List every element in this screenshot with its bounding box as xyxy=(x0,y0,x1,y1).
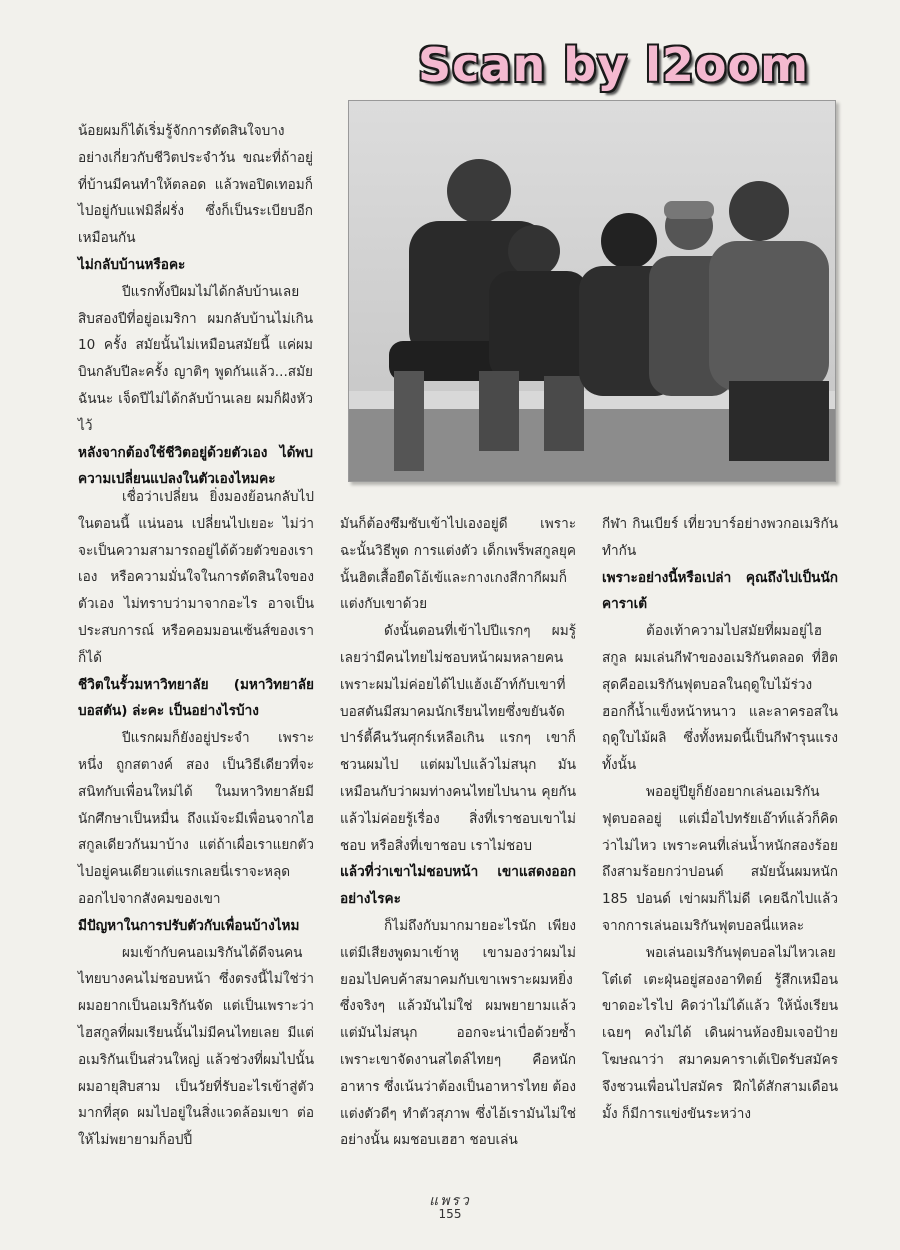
interview-answer: พอเล่นอเมริกันฟุตบอลไม่ไหวเลยโต๋เต๋ เตะฝุ่นอยู่สองอาทิตย์ รู้สึกเหมือนขาดอะไรไป คิดว่าไม่ได้แล้ว ให้นั่งเรียนเฉยๆ คงไม่ได้ เดินผ่านห้องยิมเจอป้ายโฆษณาว่า สมาคมคาราเต้เปิดรับสมัคร จึงชวนเพื่อนไปสมัคร ฝึกได้สักสามเดือนมั้ง ก็มีการแข่งขันระหว่าง xyxy=(602,944,838,1122)
interview-answer: น้อยผมก็ได้เริ่มรู้จักการตัดสินใจบางอย่างเกี่ยวกับชีวิตประจำวัน ขณะที่ถ้าอยู่ที่บ้านมีคนทำให้ตลอด แล้วพอปิดเทอมก็ไปอยู่กับแฟมิลี่ฝรั่ง ซึ่งก็เป็นระเบียบอีกเหมือนกัน xyxy=(78,123,313,247)
interview-question: เพราะอย่างนี้หรือเปล่า คุณถึงไปเป็นนักคาราเต้ xyxy=(602,569,838,613)
interview-answer: มันก็ต้องซึมซับเข้าไปเองอยู่ดี เพราะฉะนั้นวิธีพูด การแต่งตัว เด็กเพร็พสกูลยุคนั้นฮิตเสื้อยืดโอ้เข้และกางเกงสีกากีผมก็แต่งกับเขาด้วย xyxy=(340,516,576,613)
interview-answer: ปีแรกผมก็ยังอยู่ประจำ เพราะหนึ่ง ถูกสตางค์ สอง เป็นวิธีเดียวที่จะสนิทกับเพื่อนใหม่ได้ ในมหาวิทยาลัยมีนักศึกษาเป็นหมื่น ถึงแม้จะมีเพื่อนจากไฮสกูลเดียวกันมาบ้าง แต่ถ้าเผื่อเราแยกตัวไปอยู่คนเดียวแต่แรกเลยนี่เราจะหลุดออกไปจากสังคมของเขา xyxy=(78,730,314,907)
interview-question: แล้วที่ว่าเขาไม่ชอบหน้า เขาแสดงออกอย่างไรคะ xyxy=(340,864,576,908)
column-1-top xyxy=(78,118,313,493)
interview-answer: กีฬา กินเบียร์ เที่ยวบาร์อย่างพวกอเมริกันทำกัน xyxy=(602,516,838,559)
family-photo xyxy=(348,100,836,482)
interview-answer: ผมเข้ากับคนอเมริกันได้ดีจนคนไทยบางคนไม่ชอบหน้า ซึ่งตรงนี้ไม่ใช่ว่าผมอยากเป็นอเมริกันจัด แต่เป็นเพราะว่าไฮสกูลที่ผมเรียนนั้นไม่มีคนไทยเลย มีแต่อเมริกันเป็นส่วนใหญ่ แล้วช่วงที่ผมไปนั้น ผมอายุสิบสาม เป็นวัยที่รับอะไรเข้าสู่ตัวมากที่สุด ผมไปอยู่ในสิ่งแวดล้อมเขา ต่อให้ไม่พยายามก็อปปี้ xyxy=(78,944,314,1149)
interview-answer: ปีแรกทั้งปีผมไม่ได้กลับบ้านเลย สิบสองปีที่อยู่อเมริกา ผมกลับบ้านไม่เกิน 10 ครั้ง สมัยนั้นไม่เหมือนสมัยนี้ แค่ผมบินกลับปีละครั้ง ญาติๆ พูดกันแล้ว...สมัยฉันนะ เจ็ดปีไม่ได้กลับบ้านเลย ผมก็ฝังหัวไว้ xyxy=(78,283,313,434)
page-number: 155 xyxy=(438,1207,462,1221)
interview-question: หลังจากต้องใช้ชีวิตอยู่ด้วยตัวเอง ได้พบความเปลี่ยนแปลงในตัวเองไหมคะ xyxy=(78,444,313,488)
interview-answer: พออยู่ปียูก็ยังอยากเล่นอเมริกันฟุตบอลอยู่ แต่เมื่อไปทรัยเอ๊าท์แล้วก็คิดว่าไม่ไหว เพราะคนที่เล่นน้ำหนักสองร้อยถึงสามร้อยกว่าปอนด์ สมัยนั้นผมหนัก 185 ปอนด์ เข่าผมก็ไม่ดี เคยฉีกไปแล้วจากการเล่นอเมริกันฟุตบอลนี่แหละ xyxy=(602,783,838,934)
interview-answer: ต้องเท้าความไปสมัยที่ผมอยู่ไฮสกูล ผมเล่นกีฬาของอเมริกันตลอด ที่ฮิตสุดคืออเมริกันฟุตบอลในฤดูใบไม้ร่วง ฮอกกี้น้ำแข็งหน้าหนาว และลาครอสในฤดูใบไม้ผลิ ซึ่งทั้งหมดนี้เป็นกีฬารุนแรงทั้งนั้น xyxy=(602,623,838,774)
interview-question: ชีวิตในรั้วมหาวิทยาลัย (มหาวิทยาลัยบอสตัน) ล่ะคะ เป็นอย่างไรบ้าง xyxy=(78,676,314,720)
column-1 xyxy=(78,484,314,1154)
interview-answer: ดังนั้นตอนที่เข้าไปปีแรกๆ ผมรู้เลยว่ามีคนไทยไม่ชอบหน้าผมหลายคน เพราะผมไม่ค่อยได้ไปแฮ้งเอ๊าท์กับเขาที่บอสตันมีสมาคมนักเรียนไทยซึ่งขยันจัดปาร์ตี้คืนวันศุกร์เหลือเกิน แรกๆ เขาก็ชวนผมไป แต่ผมไปแล้วไม่สนุก มันเหมือนกับว่าผมท่างคนไทยไปนาน คุยกันแล้วไม่ค่อยรู้เรื่อง สิ่งที่เราชอบเขาไม่ชอบ หรือสิ่งที่เขาชอบ เราไม่ชอบ xyxy=(340,623,576,854)
interview-question: มีปัญหาในการปรับตัวกับเพื่อนบ้างไหม xyxy=(78,917,300,934)
interview-answer: เชื่อว่าเปลี่ยน ยิ่งมองย้อนกลับไปในตอนนี้ แน่นอน เปลี่ยนไปเยอะ ไม่ว่าจะเป็นความสามารถอยู่ได้ด้วยตัวของเราเอง หรือความมั่นใจในการตัดสินใจของตัวเอง ไม่ทราบว่ามาจากอะไร อาจเป็นประสบการณ์ หรือคอมมอนเซ้นส์ของเราก็ได้ xyxy=(78,489,314,666)
magazine-logo: แพรว xyxy=(429,1193,471,1209)
column-3 xyxy=(602,511,838,1127)
scan-watermark: Scan by l2oom xyxy=(418,38,810,92)
column-2 xyxy=(340,511,576,1154)
interview-answer: ก็ไม่ถึงกับมากมายอะไรนัก เพียงแต่มีเสียงพูดมาเข้าหู เขามองว่าผมไม่ยอมไปคบค้าสมาคมกับเขาเพราะผมหยิ่ง ซึ่งจริงๆ แล้วมันไม่ใช่ ผมพยายามแล้ว แต่มันไม่สนุก ออกจะน่าเบื่อด้วยซ้ำ เพราะเขาจัดงานสไตล์ไทยๆ คือหนักอาหาร ซึ่งเน้นว่าต้องเป็นอาหารไทย ต้องแต่งตัวดีๆ ทำตัวสุภาพ ซึ่งไอ้เรามันไม่ใช่อย่างนั้น ผมชอบเฮฮา ชอบเล่น xyxy=(340,917,576,1149)
interview-question: ไม่กลับบ้านหรือคะ xyxy=(78,256,186,273)
